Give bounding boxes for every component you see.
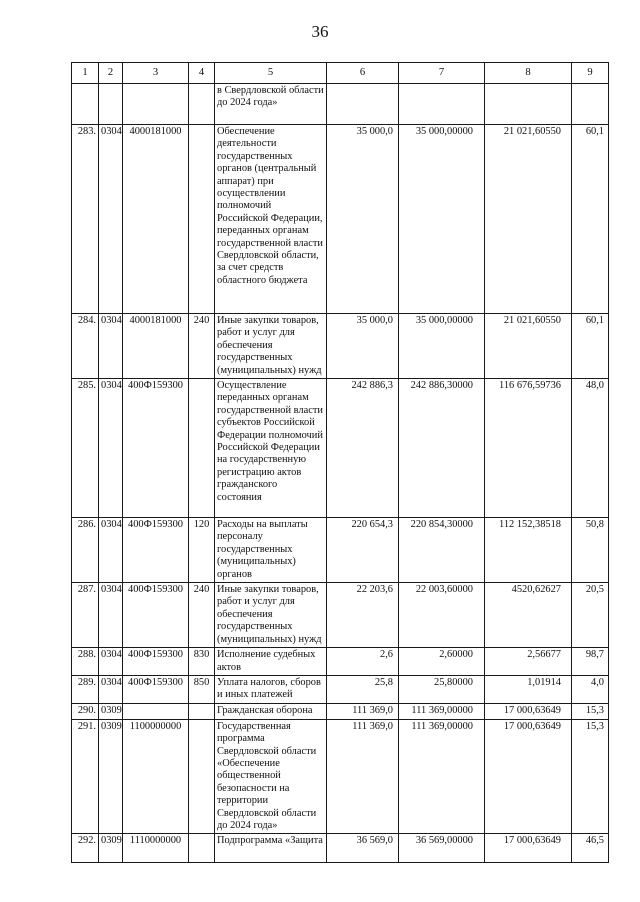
expense-type bbox=[189, 379, 215, 518]
section-code bbox=[99, 84, 123, 125]
execution-percent: 50,8 bbox=[572, 518, 609, 583]
execution-percent: 4,0 bbox=[572, 675, 609, 703]
table-header-row bbox=[72, 63, 609, 84]
target-code: 4000181000 bbox=[123, 125, 189, 314]
item-name: Уплата налогов, сборов и иных платежей bbox=[215, 675, 327, 703]
item-name: Подпрограмма «Защита bbox=[215, 834, 327, 863]
table-row bbox=[72, 379, 609, 518]
table-row bbox=[72, 703, 609, 719]
target-code: 400Ф159300 bbox=[123, 648, 189, 676]
section-code: 0309 bbox=[99, 719, 123, 834]
row-number: 288. bbox=[72, 648, 99, 676]
expense-type: 120 bbox=[189, 518, 215, 583]
planned-amount: 36 569,0 bbox=[327, 834, 399, 863]
row-number: 287. bbox=[72, 583, 99, 648]
target-code: 4000181000 bbox=[123, 314, 189, 379]
expense-type: 830 bbox=[189, 648, 215, 676]
header-col-3: 3 bbox=[123, 63, 189, 84]
target-code: 400Ф159300 bbox=[123, 675, 189, 703]
item-name: Гражданская оборона bbox=[215, 703, 327, 719]
executed-amount: 21 021,60550 bbox=[485, 125, 572, 314]
expense-type bbox=[189, 125, 215, 314]
executed-amount: 112 152,38518 bbox=[485, 518, 572, 583]
page-number: 36 bbox=[311, 22, 329, 41]
table-row bbox=[72, 834, 609, 863]
row-number: 291. bbox=[72, 719, 99, 834]
expense-type bbox=[189, 84, 215, 125]
item-name: Исполнение судебных актов bbox=[215, 648, 327, 676]
section-code: 0304 bbox=[99, 675, 123, 703]
executed-amount: 17 000,63649 bbox=[485, 703, 572, 719]
item-name: Обеспечение деятельности государственных органов (центральный аппарат) при осуществлении полномочий Российской Федерации, переданных органам государственной власти Свердловской области, за счет средств областного бюджета bbox=[215, 125, 327, 314]
row-number: 289. bbox=[72, 675, 99, 703]
row-number bbox=[72, 84, 99, 125]
row-number: 290. bbox=[72, 703, 99, 719]
table-row bbox=[72, 84, 609, 125]
execution-percent: 48,0 bbox=[572, 379, 609, 518]
target-code bbox=[123, 703, 189, 719]
executed-amount: 21 021,60550 bbox=[485, 314, 572, 379]
executed-amount bbox=[485, 84, 572, 125]
section-code: 0304 bbox=[99, 583, 123, 648]
header-col-6: 6 bbox=[327, 63, 399, 84]
planned-amount: 220 654,3 bbox=[327, 518, 399, 583]
execution-percent: 15,3 bbox=[572, 703, 609, 719]
item-name: Расходы на выплаты персоналу государственных (муниципальных) органов bbox=[215, 518, 327, 583]
item-name: Иные закупки товаров, работ и услуг для обеспечения государственных (муниципальных) нужд bbox=[215, 314, 327, 379]
executed-amount: 1,01914 bbox=[485, 675, 572, 703]
table-row bbox=[72, 314, 609, 379]
planned-amount bbox=[327, 84, 399, 125]
row-number: 284. bbox=[72, 314, 99, 379]
planned-amount: 25,8 bbox=[327, 675, 399, 703]
planned-amount: 2,6 bbox=[327, 648, 399, 676]
header-col-1: 1 bbox=[72, 63, 99, 84]
executed-amount: 4520,62627 bbox=[485, 583, 572, 648]
header-col-8: 8 bbox=[485, 63, 572, 84]
table-row bbox=[72, 518, 609, 583]
approved-amount: 2,60000 bbox=[399, 648, 485, 676]
target-code: 400Ф159300 bbox=[123, 518, 189, 583]
header-col-2: 2 bbox=[99, 63, 123, 84]
approved-amount: 111 369,00000 bbox=[399, 703, 485, 719]
row-number: 286. bbox=[72, 518, 99, 583]
executed-amount: 17 000,63649 bbox=[485, 834, 572, 863]
target-code: 1100000000 bbox=[123, 719, 189, 834]
section-code: 0309 bbox=[99, 703, 123, 719]
executed-amount: 116 676,59736 bbox=[485, 379, 572, 518]
target-code bbox=[123, 84, 189, 125]
section-code: 0304 bbox=[99, 125, 123, 314]
approved-amount: 242 886,30000 bbox=[399, 379, 485, 518]
budget-table bbox=[71, 62, 609, 863]
planned-amount: 242 886,3 bbox=[327, 379, 399, 518]
approved-amount: 35 000,00000 bbox=[399, 314, 485, 379]
execution-percent: 98,7 bbox=[572, 648, 609, 676]
expense-type: 850 bbox=[189, 675, 215, 703]
approved-amount: 35 000,00000 bbox=[399, 125, 485, 314]
planned-amount: 111 369,0 bbox=[327, 719, 399, 834]
section-code: 0304 bbox=[99, 379, 123, 518]
execution-percent: 60,1 bbox=[572, 125, 609, 314]
expense-type bbox=[189, 834, 215, 863]
execution-percent: 20,5 bbox=[572, 583, 609, 648]
approved-amount: 25,80000 bbox=[399, 675, 485, 703]
expense-type bbox=[189, 703, 215, 719]
item-name: Иные закупки товаров, работ и услуг для обеспечения государственных (муниципальных) нужд bbox=[215, 583, 327, 648]
table-row bbox=[72, 675, 609, 703]
row-number: 292. bbox=[72, 834, 99, 863]
planned-amount: 35 000,0 bbox=[327, 314, 399, 379]
expense-type: 240 bbox=[189, 583, 215, 648]
table-row bbox=[72, 648, 609, 676]
execution-percent: 15,3 bbox=[572, 719, 609, 834]
section-code: 0304 bbox=[99, 518, 123, 583]
execution-percent bbox=[572, 84, 609, 125]
expense-type bbox=[189, 719, 215, 834]
approved-amount bbox=[399, 84, 485, 125]
target-code: 400Ф159300 bbox=[123, 379, 189, 518]
planned-amount: 35 000,0 bbox=[327, 125, 399, 314]
approved-amount: 22 003,60000 bbox=[399, 583, 485, 648]
executed-amount: 17 000,63649 bbox=[485, 719, 572, 834]
target-code: 1110000000 bbox=[123, 834, 189, 863]
approved-amount: 111 369,00000 bbox=[399, 719, 485, 834]
header-col-5: 5 bbox=[215, 63, 327, 84]
approved-amount: 220 854,30000 bbox=[399, 518, 485, 583]
table-row bbox=[72, 125, 609, 314]
table-row bbox=[72, 719, 609, 834]
item-name: в Свердловской области до 2024 года» bbox=[215, 84, 327, 125]
section-code: 0304 bbox=[99, 648, 123, 676]
section-code: 0309 bbox=[99, 834, 123, 863]
header-col-7: 7 bbox=[399, 63, 485, 84]
target-code: 400Ф159300 bbox=[123, 583, 189, 648]
section-code: 0304 bbox=[99, 314, 123, 379]
planned-amount: 22 203,6 bbox=[327, 583, 399, 648]
table-row bbox=[72, 583, 609, 648]
executed-amount: 2,56677 bbox=[485, 648, 572, 676]
header-col-9: 9 bbox=[572, 63, 609, 84]
execution-percent: 46,5 bbox=[572, 834, 609, 863]
item-name: Государственная программа Свердловской области «Обеспечение общественной безопасности на территории Свердловской области до 2024 года» bbox=[215, 719, 327, 834]
expense-type: 240 bbox=[189, 314, 215, 379]
execution-percent: 60,1 bbox=[572, 314, 609, 379]
planned-amount: 111 369,0 bbox=[327, 703, 399, 719]
row-number: 285. bbox=[72, 379, 99, 518]
approved-amount: 36 569,00000 bbox=[399, 834, 485, 863]
row-number: 283. bbox=[72, 125, 99, 314]
header-col-4: 4 bbox=[189, 63, 215, 84]
item-name: Осуществление переданных органам государственной власти субъектов Российской Федерации полномочий Российской Федерации на государственную регистрацию актов гражданского состояния bbox=[215, 379, 327, 518]
